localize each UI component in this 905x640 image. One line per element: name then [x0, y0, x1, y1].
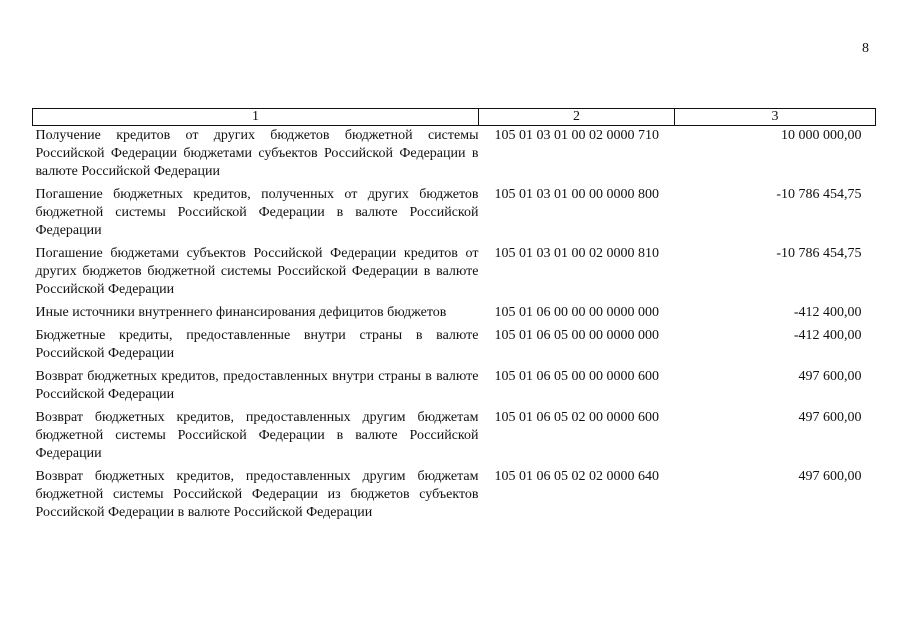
- table-row: [33, 185, 876, 244]
- row-name: Погашение бюджетами субъектов Российской Федерации кредитов от других бюджетов бюджетной системы Российской Федерации в валюте Российской Федерации: [35, 246, 479, 297]
- table-row: [33, 244, 876, 303]
- row-amount: -412 400,00: [793, 305, 862, 320]
- row-name: Иные источники внутреннего финансирования дефицитов бюджетов: [35, 305, 447, 320]
- row-amount: 497 600,00: [798, 469, 862, 484]
- column-header-3: 3: [675, 109, 876, 126]
- table-row: [33, 126, 876, 186]
- row-name: Возврат бюджетных кредитов, предоставленных другим бюджетам бюджетной системы Российской Федерации в валюте Российской Федерации: [35, 410, 479, 461]
- table-row: [33, 467, 876, 526]
- table-row: [33, 408, 876, 467]
- column-header-1: 1: [33, 109, 479, 126]
- row-code: 105 01 06 00 00 00 0000 000: [494, 305, 659, 320]
- table-row: [33, 303, 876, 326]
- row-amount: 497 600,00: [798, 369, 862, 384]
- table-row: [33, 326, 876, 367]
- row-code: 105 01 06 05 00 00 0000 600: [494, 369, 659, 384]
- table-row: [33, 367, 876, 408]
- row-code: 105 01 03 01 00 02 0000 710: [494, 128, 659, 143]
- row-amount: 10 000 000,00: [781, 128, 862, 143]
- row-name: Погашение бюджетных кредитов, полученных от других бюджетов бюджетной системы Российской Федерации в валюте Российской Федерации: [35, 187, 479, 238]
- row-code: 105 01 06 05 02 00 0000 600: [494, 410, 659, 425]
- row-name: Возврат бюджетных кредитов, предоставленных другим бюджетам бюджетной системы Российской Федерации из бюджетов субъектов Российской Федерации в валюте Российской Федерации: [35, 469, 479, 520]
- row-name: Возврат бюджетных кредитов, предоставленных внутри страны в валюте Российской Федерации: [35, 369, 479, 402]
- row-amount: -10 786 454,75: [776, 187, 862, 202]
- row-code: 105 01 03 01 00 00 0000 800: [494, 187, 659, 202]
- table-header-row: [33, 109, 876, 126]
- budget-sources-table: [32, 108, 876, 526]
- row-code: 105 01 06 05 00 00 0000 000: [494, 328, 659, 343]
- row-name: Получение кредитов от других бюджетов бюджетной системы Российской Федерации бюджетами субъектов Российской Федерации в валюте Российской Федерации: [35, 128, 479, 179]
- row-amount: 497 600,00: [798, 410, 862, 425]
- page-number: 8: [862, 41, 869, 56]
- row-name: Бюджетные кредиты, предоставленные внутри страны в валюте Российской Федерации: [35, 328, 479, 361]
- column-header-2: 2: [479, 109, 675, 126]
- row-amount: -412 400,00: [793, 328, 862, 343]
- row-amount: -10 786 454,75: [776, 246, 862, 261]
- row-code: 105 01 06 05 02 02 0000 640: [494, 469, 659, 484]
- row-code: 105 01 03 01 00 02 0000 810: [494, 246, 659, 261]
